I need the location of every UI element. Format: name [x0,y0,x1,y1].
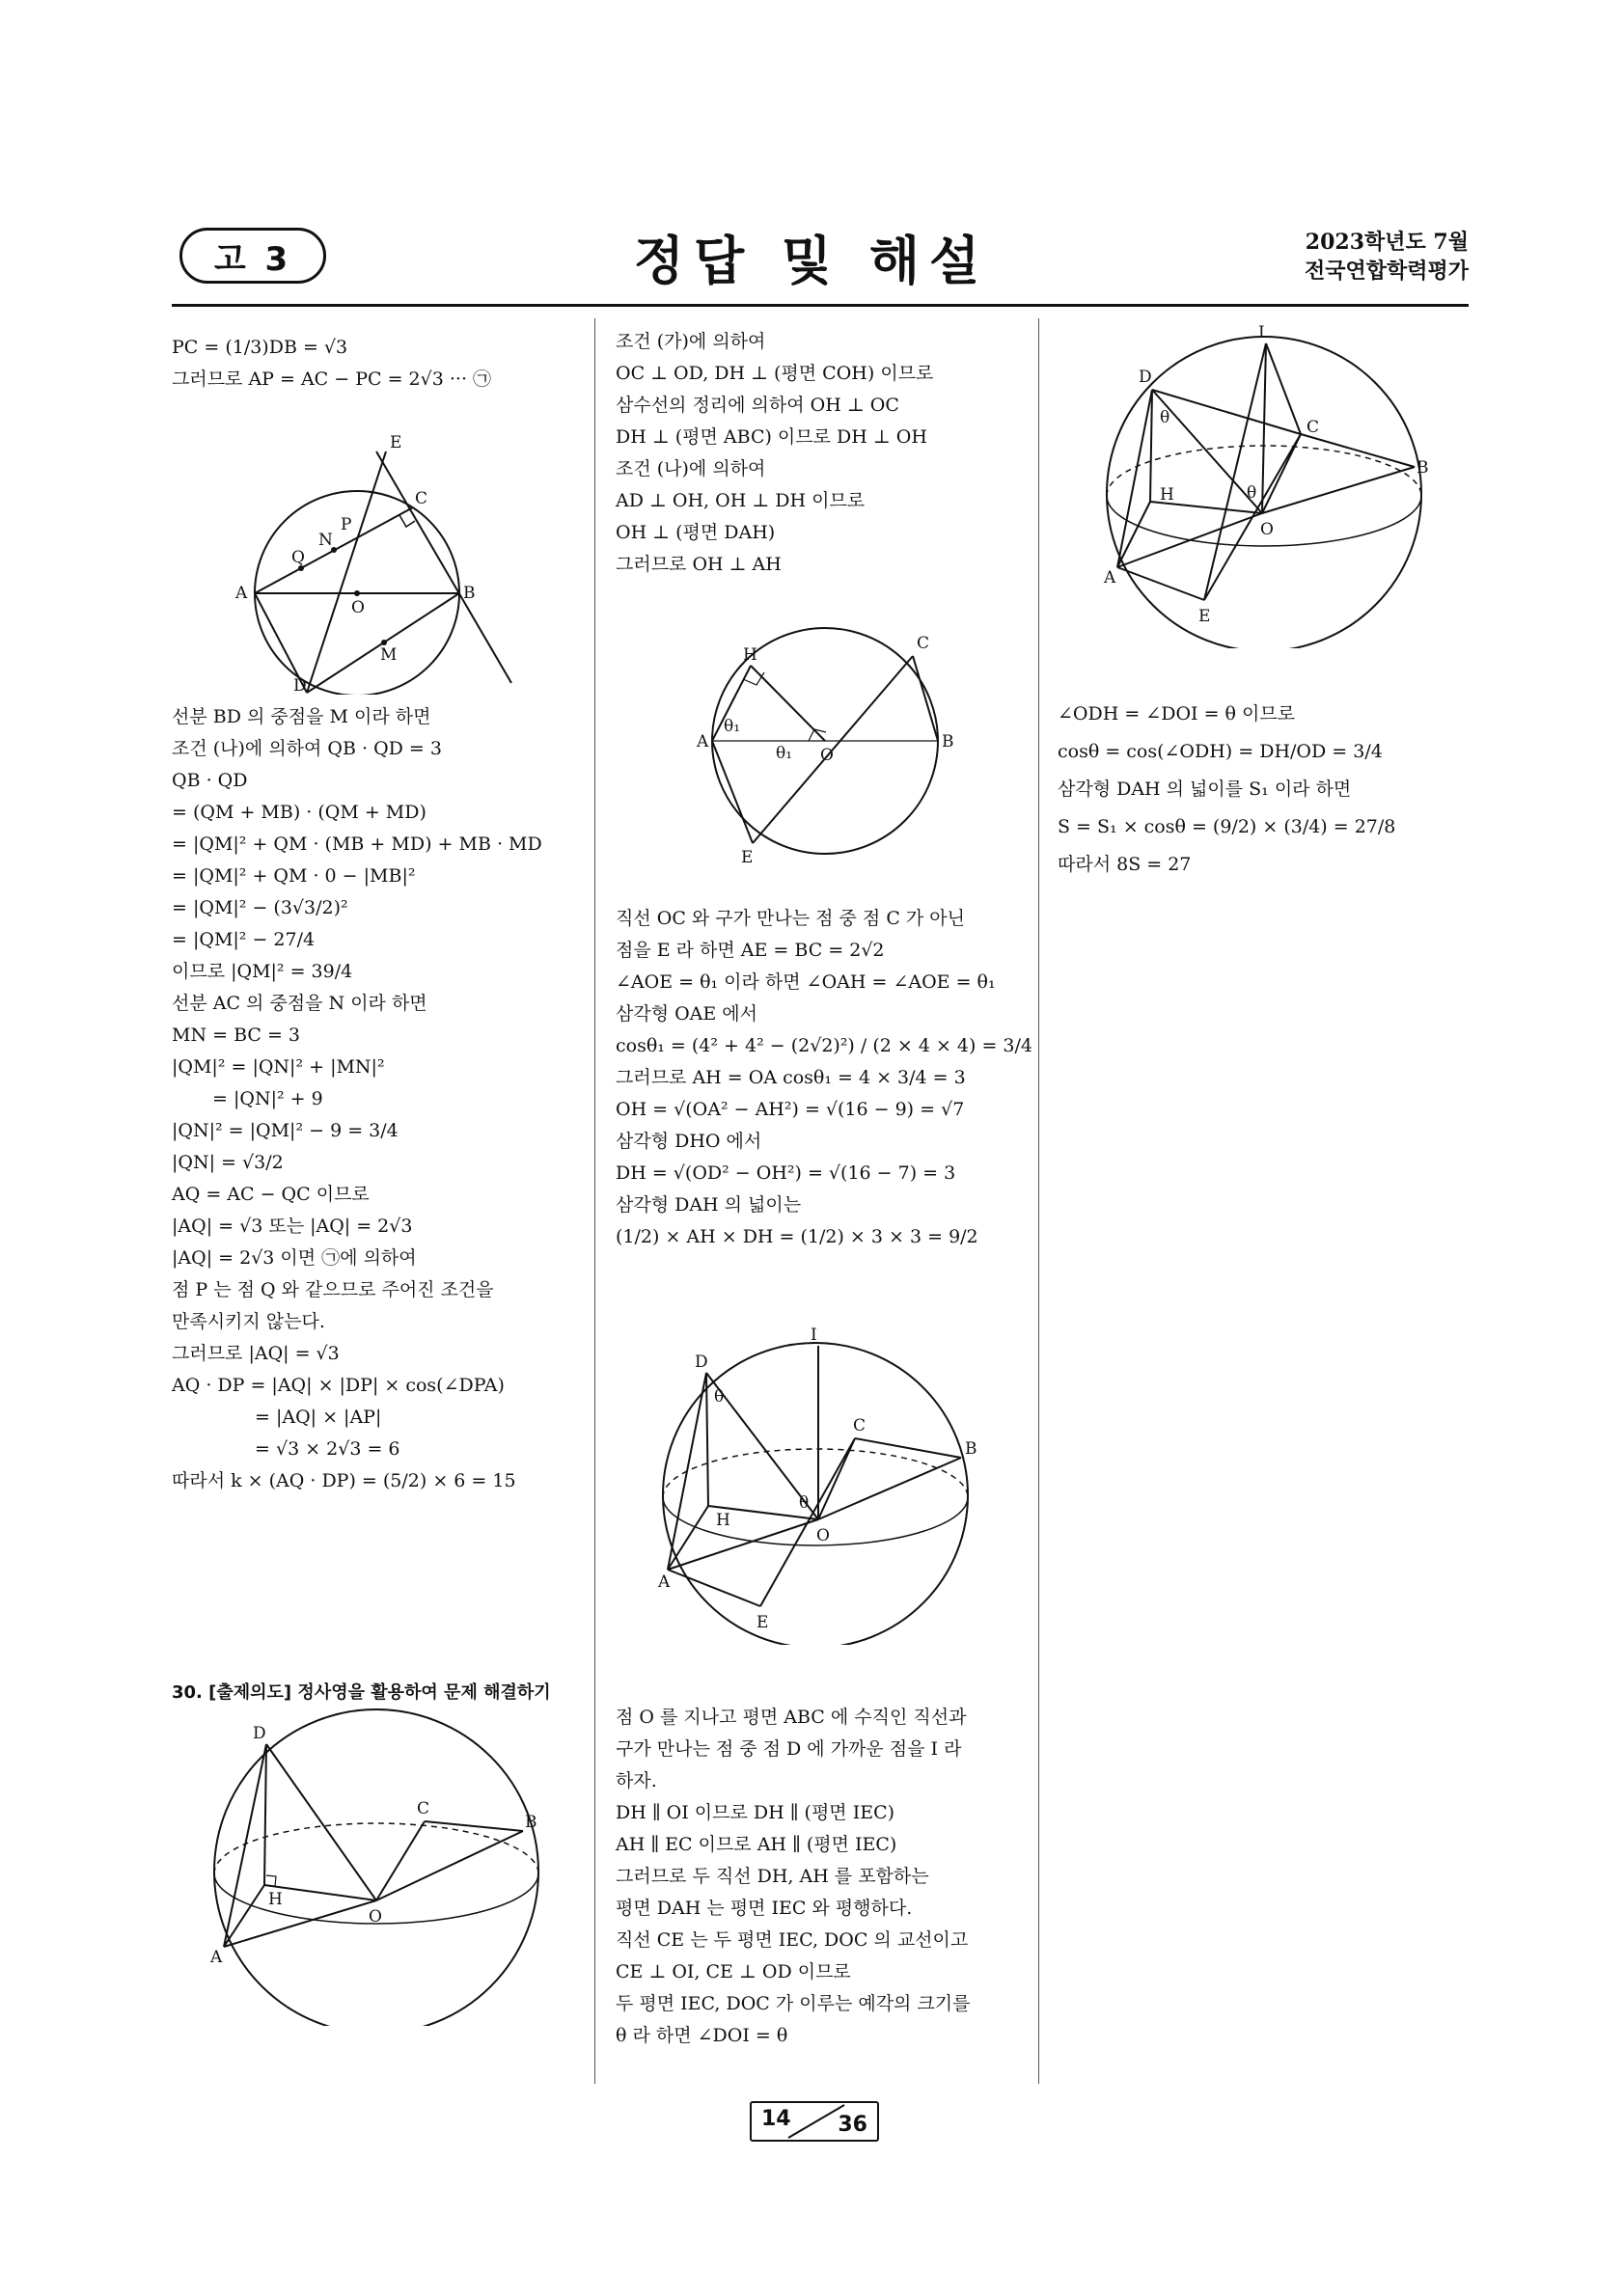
seg-cb [425,1821,523,1831]
text-line: = |QM|² + QM · (MB + MD) + MB · MD [172,834,542,855]
seg-do [266,1744,376,1900]
line-de [307,451,386,693]
text-line: 조건 (나)에 의하여 QB · QD = 3 [172,738,442,759]
text-line: |QN|² = |QM|² − 9 = 3/4 [172,1120,399,1141]
label-theta-d: θ [714,1387,725,1407]
sphere-diagram-2 [637,1326,994,1645]
text-line: 구가 만나는 점 중 점 D 에 가까운 점을 I 라 [616,1738,962,1760]
seg-da [1117,390,1152,567]
right-angle-mark [399,515,415,527]
exam-info [1305,228,1469,286]
text-line: 그러므로 AP = AC − PC = 2√3 ··· ㉠ [172,369,492,390]
page-indicator [750,2101,879,2142]
text-line: = |QM|² − 27/4 [172,929,316,950]
label-d: D [293,676,307,695]
text-line: OH = √(OA² − AH²) = √(16 − 9) = √7 [616,1099,965,1120]
text-line: 삼각형 DAH 의 넓이는 [616,1194,802,1216]
text-line: DH ∥ OI 이므로 DH ∥ (평면 IEC) [616,1802,895,1823]
seg-ao [1117,513,1262,567]
label-a: A [658,1572,671,1592]
equator-back [214,1823,538,1873]
circle-diagram-2 [646,617,1004,868]
label-i: I [811,1326,817,1345]
text-line: AQ · DP = |AQ| × |DP| × cos(∠DPA) [172,1375,505,1396]
label-h: H [743,645,757,665]
text-line: PC = (1/3)DB = √3 [172,337,348,358]
seg-ae [1117,567,1204,600]
chord-ae [712,741,753,843]
label-d: D [695,1353,708,1372]
label-c: C [1307,418,1320,437]
text-line: 그러므로 OH ⊥ AH [616,554,782,575]
text-line: 조건 (나)에 의하여 [616,458,766,479]
text-line: 만족시키지 않는다. [172,1311,325,1332]
sphere-outline [1107,337,1421,648]
column-1-body [172,701,587,1497]
label-theta1-a: θ₁ [724,717,741,736]
seg-hd [1150,390,1152,502]
text-line: QB · QD [172,770,248,791]
seg-dc [1152,390,1301,434]
text-line: AH ∥ EC 이므로 AH ∥ (평면 IEC) [616,1834,897,1855]
slash-line [788,2105,844,2138]
text-line: = (QM + MB) · (QM + MD) [172,802,426,823]
label-b: B [1417,458,1429,478]
text-line: 조건 (가)에 의하여 [616,331,766,352]
text-line: = √3 × 2√3 = 6 [255,1438,400,1460]
text-line: OC ⊥ OD, DH ⊥ (평면 COH) 이므로 [616,363,934,384]
sphere-diagram-1 [193,1708,560,2026]
seg-ic [1266,343,1301,434]
seg-hd [706,1373,708,1506]
page-total: 36 [838,2113,867,2137]
label-b: B [942,732,954,752]
label-c: C [853,1416,867,1435]
right-angle-mark [266,1875,276,1886]
seg-cb [855,1438,961,1458]
seg-da [224,1744,266,1947]
label-h: H [716,1511,730,1530]
sphere-diagram-3 [1081,320,1447,648]
column-3-body [1058,698,1463,881]
seg-cb [1301,434,1415,467]
text-line: |AQ| = √3 또는 |AQ| = 2√3 [172,1216,413,1237]
text-line: DH ⊥ (평면 ABC) 이므로 DH ⊥ OH [616,426,927,448]
seg-oc [818,1438,855,1519]
text-line: cosθ₁ = (4² + 4² − (2√2)²) / (2 × 4 × 4) = 3/4 [616,1035,1032,1056]
column-2-top [616,326,1031,581]
grade-label: 고 3 [213,239,292,279]
exam-name: 전국연합학력평가 [1304,259,1469,284]
text-line: 선분 BD 의 중점을 M 이라 하면 [172,706,431,727]
page-title: 정답 및 해설 [633,231,990,291]
label-b: B [965,1439,977,1459]
label-e: E [741,848,754,867]
header-rule [172,304,1469,307]
text-line: 그러므로 두 직선 DH, AH 를 포함하는 [616,1866,929,1887]
seg-ob [1262,467,1415,513]
label-p: P [341,515,352,534]
text-line: 점 P 는 점 Q 와 같으므로 주어진 조건을 [172,1279,494,1300]
seg-ie [1204,343,1266,600]
seg-oi [1262,343,1266,513]
label-c: C [417,1799,430,1818]
label-b: B [525,1813,537,1832]
section-title-30: 30. [출제의도] 정사영을 활용하여 문제 해결하기 [172,1682,551,1703]
text-line: 선분 AC 의 중점을 N 이라 하면 [172,993,427,1014]
text-line: |AQ| = 2√3 이면 ㉠에 의하여 [172,1247,417,1269]
text-line: 따라서 k × (AQ · DP) = (5/2) × 6 = 15 [172,1470,516,1491]
label-o: O [1260,520,1274,539]
label-d: D [1139,368,1152,387]
text-line: = |QN|² + 9 [212,1088,323,1109]
text-line: MN = BC = 3 [172,1025,301,1046]
label-o: O [369,1907,382,1927]
text-line: ∠AOE = θ₁ 이라 하면 ∠OAH = ∠AOE = θ₁ [616,971,996,993]
label-theta-o: θ [1247,483,1257,503]
text-line: S = S₁ × cosθ = (9/2) × (3/4) = 27/8 [1058,816,1396,837]
label-e: E [756,1613,769,1632]
text-line: |QN| = √3/2 [172,1152,284,1173]
label-b: B [463,584,476,603]
point-o [354,590,360,596]
chord-cb [913,656,938,741]
text-line: 그러므로 |AQ| = √3 [172,1343,340,1364]
label-o: O [816,1526,830,1545]
column-2-bottom [616,1702,1031,2052]
seg-hd [264,1744,266,1885]
text-line: 이므로 |QM|² = 39/4 [172,961,353,982]
text-line: 하자. [616,1770,657,1791]
seg-ce [1204,434,1301,600]
text-line: 직선 OC 와 구가 만나는 점 중 점 C 가 아닌 [616,908,966,929]
text-line: AQ = AC − QC 이므로 [172,1184,370,1205]
label-q: Q [291,548,305,567]
label-theta-o: θ [799,1493,810,1513]
text-line: = |AQ| × |AP| [255,1407,382,1428]
text-line: AD ⊥ OH, OH ⊥ DH 이므로 [616,490,866,511]
label-a: A [1104,568,1116,588]
label-a: A [235,584,248,603]
label-o: O [820,746,834,765]
text-line: 따라서 8S = 27 [1058,854,1192,875]
text-line: 직선 CE 는 두 평면 IEC, DOC 의 교선이고 [616,1929,969,1951]
page-number: 14 [761,2107,791,2131]
exam-year: 2023학년도 7월 [1305,230,1469,255]
label-n: N [318,531,333,550]
text-line: DH = √(OD² − OH²) = √(16 − 7) = 3 [616,1162,956,1184]
label-c: C [415,489,428,508]
text-line: = |QM|² + QM · 0 − |MB|² [172,865,416,887]
label-theta1-o: θ₁ [776,744,793,763]
seg-ae [668,1570,760,1606]
text-line: = |QM|² − (3√3/2)² [172,897,348,918]
label-m: M [380,645,398,665]
label-h: H [268,1890,283,1909]
text-line: CE ⊥ OI, CE ⊥ OD 이므로 [616,1961,851,1982]
text-line: (1/2) × AH × DH = (1/2) × 3 × 3 = 9/2 [616,1226,978,1247]
text-line: 삼각형 OAE 에서 [616,1003,758,1025]
column-1-top [172,332,587,396]
text-line: 두 평면 IEC, DOC 가 이루는 예각의 크기를 [616,1993,971,2014]
text-line: 그러므로 AH = OA cosθ₁ = 4 × 3/4 = 3 [616,1067,966,1088]
text-line: |QM|² = |QN|² + |MN|² [172,1056,385,1078]
label-o: O [351,598,365,617]
text-line: ∠ODH = ∠DOI = θ 이므로 [1058,703,1296,724]
label-theta-d: θ [1160,408,1170,427]
text-line: 점을 E 라 하면 AE = BC = 2√2 [616,940,885,961]
text-line: 삼각형 DAH 의 넓이를 S₁ 이라 하면 [1058,779,1352,800]
text-line: OH ⊥ (평면 DAH) [616,522,776,543]
text-line: 점 O 를 지나고 평면 ABC 에 수직인 직선과 [616,1707,967,1728]
text-line: 평면 DAH 는 평면 IEC 와 평행하다. [616,1898,913,1919]
label-a: A [697,732,709,752]
label-h: H [1160,485,1174,505]
text-line: θ 라 하면 ∠DOI = θ [616,2025,788,2046]
text-line: 삼수선의 정리에 의하여 OH ⊥ OC [616,395,899,416]
label-d: D [253,1724,266,1743]
grade-badge [179,228,326,284]
circle-diagram-1 [232,424,521,695]
column-divider-1 [594,318,595,2084]
text-line: 삼각형 DHO 에서 [616,1131,762,1152]
label-i: I [1258,323,1265,342]
text-line: cosθ = cos(∠ODH) = DH/OD = 3/4 [1058,741,1383,762]
label-e: E [390,433,402,452]
label-c: C [917,634,930,653]
label-e: E [1198,607,1211,626]
label-a: A [210,1948,223,1967]
column-2-middle [616,903,1031,1253]
column-divider-2 [1038,318,1039,2084]
